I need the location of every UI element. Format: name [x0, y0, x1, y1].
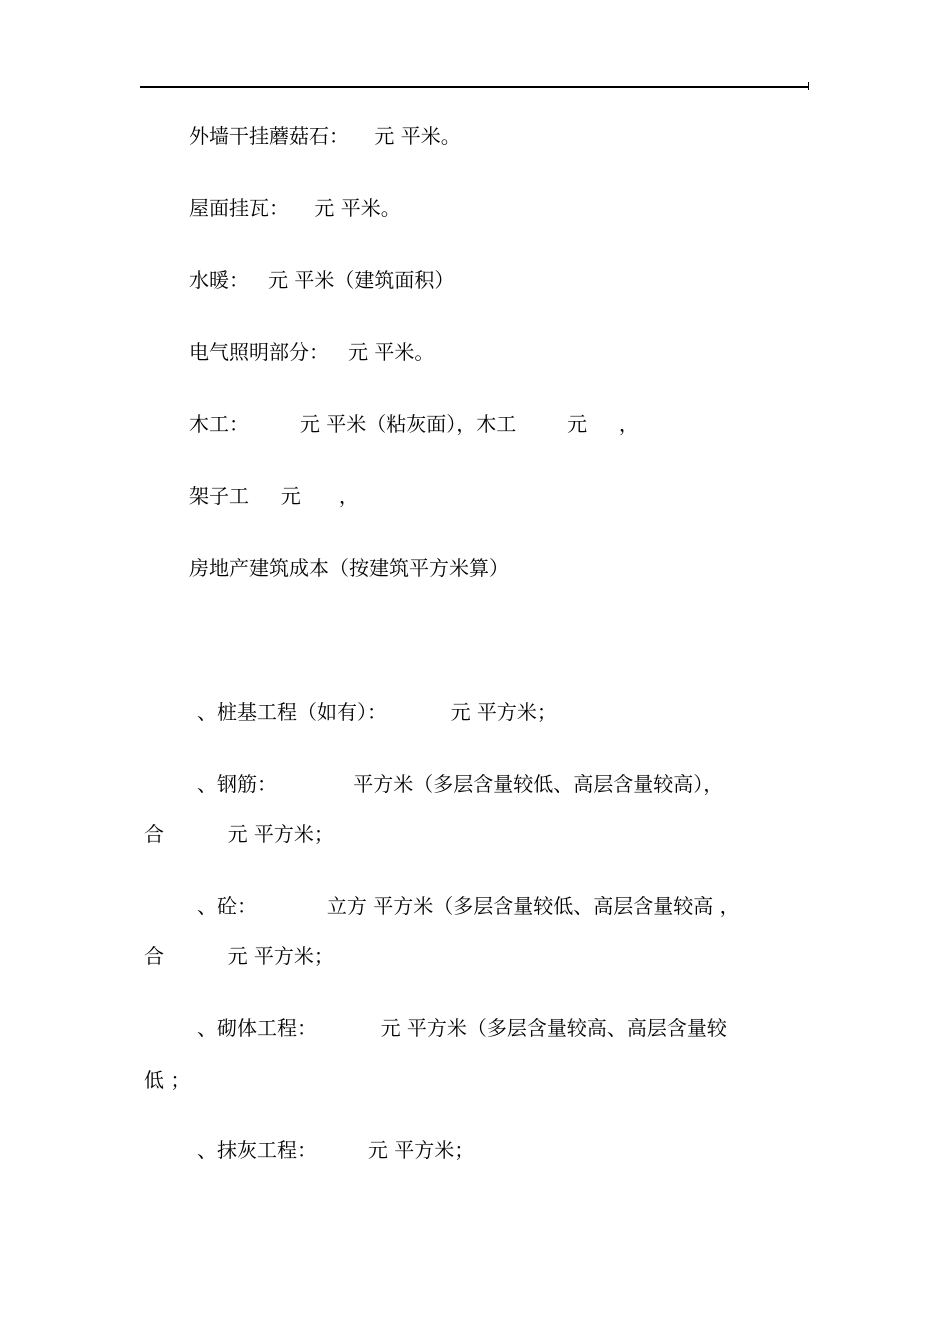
text-line: 屋面挂瓦： 元 平米。 [189, 196, 401, 220]
text-line: 、抹灰工程： 元 平方米； [197, 1138, 475, 1162]
text-line: 木工： 元 平米（粘灰面），木工 元 ， [189, 412, 639, 436]
text-line: 、砼： 立方 平方米（多层含量较低、高层含量较高 ， [197, 894, 740, 918]
text-line: 、钢筋： 平方米（多层含量较低、高层含量较高）， [197, 772, 724, 796]
text-line: 、桩基工程（如有）： 元 平方米； [197, 700, 557, 724]
section-heading: 房地产建筑成本（按建筑平方米算） [189, 556, 509, 580]
text-line: 合 元 平方米； [144, 944, 334, 968]
text-line: 水暖： 元 平米（建筑面积） [189, 268, 455, 292]
text-line: 架子工 元 ， [189, 484, 359, 508]
header-rule [140, 86, 809, 88]
text-line: 低 ； [144, 1068, 191, 1092]
header-rule-end-mark [808, 82, 809, 90]
text-line: 电气照明部分： 元 平米。 [189, 340, 435, 364]
text-line: 外墙干挂蘑菇石： 元 平米。 [189, 124, 461, 148]
text-line: 合 元 平方米； [144, 822, 334, 846]
text-line: 、砌体工程： 元 平方米（多层含量较高、高层含量较 [197, 1016, 727, 1040]
